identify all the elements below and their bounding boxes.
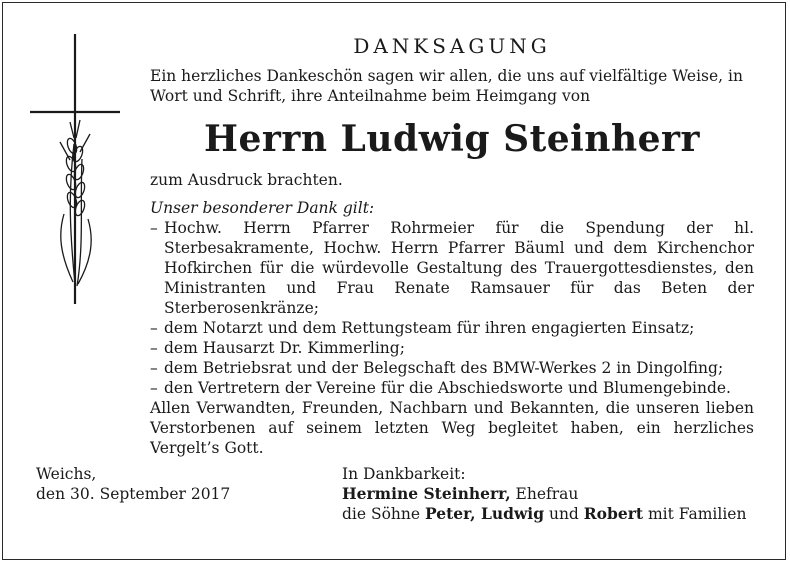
thanks-item: – Hochw. Herrn Pfarrer Rohrmeier für die Spendung der hl. Sterbesakramente, Hochw. Herrn Pfarrer Bäuml und dem Kirchenchor Hofkirchen für die würdevolle Gestaltung des Trauergottesdienstes, den Ministranten und Frau Renate Ramsauer für das Beten der Sterberosenkränze; [150,218,754,318]
deceased-name: Herrn Ludwig Steinherr [204,118,700,160]
widow-line [342,484,746,504]
heading: DANKSAGUNG [353,34,551,58]
cross-with-wheat-icon [30,34,120,304]
after-name-text: zum Ausdruck brachten. [150,171,343,189]
thanks-item: – dem Notarzt und dem Rettungsteam für ihren engagierten Einsatz; [150,318,754,338]
thanks-list [150,218,754,398]
son-names: Peter, Ludwig [425,504,545,523]
signatories [342,464,746,524]
place: Weichs, [36,465,97,483]
thanks-item: – dem Hausarzt Dr. Kimmerling; [150,338,754,358]
closing-text: Allen Verwandten, Freunden, Nachbarn und Bekannten, die unseren lieben Verstorbenen auf seinem letzten Weg begleitet haben, ein herzliches Vergelt’s Gott. [150,399,754,457]
notice-body [150,34,754,458]
intro-text: Ein herzliches Dankeschön sagen wir allen, die uns auf vielfältige Weise, in Wort und Schrift, ihre Anteilnahme beim Heimgang von [150,67,743,105]
sons-suffix: mit Familien [643,505,747,523]
thanks-heading: Unser besonderer Dank gilt: [150,199,375,217]
widow-name: Hermine Steinherr, [342,484,511,503]
sons-and: und [544,505,584,523]
son-name-last: Robert [583,504,644,523]
thanks-item: – den Vertretern der Vereine für die Abschiedsworte und Blumengebinde. [150,378,754,398]
signoff: In Dankbarkeit: [342,465,466,483]
sons-prefix: die Söhne [342,505,425,523]
date: den 30. September 2017 [36,485,231,503]
widow-role: Ehefrau [510,485,579,503]
sons-line [342,504,746,524]
thanks-item: – dem Betriebsrat und der Belegschaft des BMW-Werkes 2 in Dingolfing; [150,358,754,378]
place-date [36,464,230,504]
